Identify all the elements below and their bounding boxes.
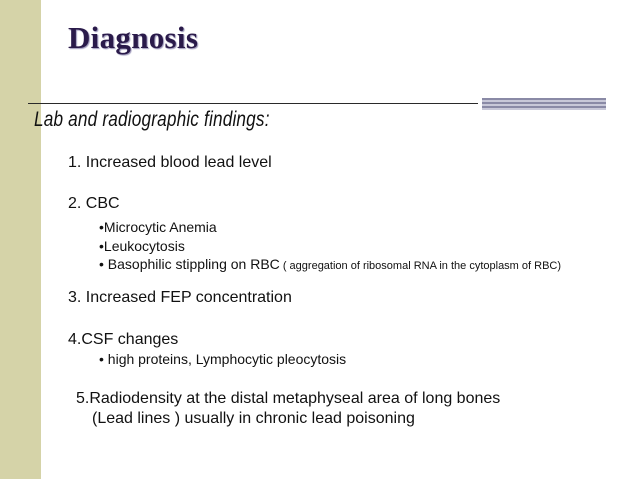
section-subtitle: Lab and radiographic findings: xyxy=(34,108,270,131)
cbc-bullet-3 xyxy=(99,256,561,272)
finding-item-4: 4.CSF changes xyxy=(68,331,179,348)
cbc-bullet-3-label: • Basophilic stippling on RBC xyxy=(99,256,280,272)
finding-item-3: 3. Increased FEP concentration xyxy=(68,289,292,306)
cbc-bullet-1: •Microcytic Anemia xyxy=(99,219,217,235)
finding-item-1: 1. Increased blood lead level xyxy=(68,154,272,171)
slide-title: Diagnosis xyxy=(68,20,199,55)
finding-item-5-continued: (Lead lines ) usually in chronic lead poisoning xyxy=(92,410,415,427)
title-divider-line xyxy=(28,103,478,104)
finding-item-2: 2. CBC xyxy=(68,195,120,212)
csf-bullet-1: • high proteins, Lymphocytic pleocytosis xyxy=(99,351,347,367)
title-divider-block xyxy=(482,98,606,110)
cbc-bullet-2: •Leukocytosis xyxy=(99,238,185,254)
finding-item-5: 5.Radiodensity at the distal metaphyseal area of long bones xyxy=(76,390,501,407)
cbc-bullet-3-note: ( aggregation of ribosomal RNA in the cytoplasm of RBC) xyxy=(279,260,562,272)
side-accent-bar xyxy=(0,0,41,479)
